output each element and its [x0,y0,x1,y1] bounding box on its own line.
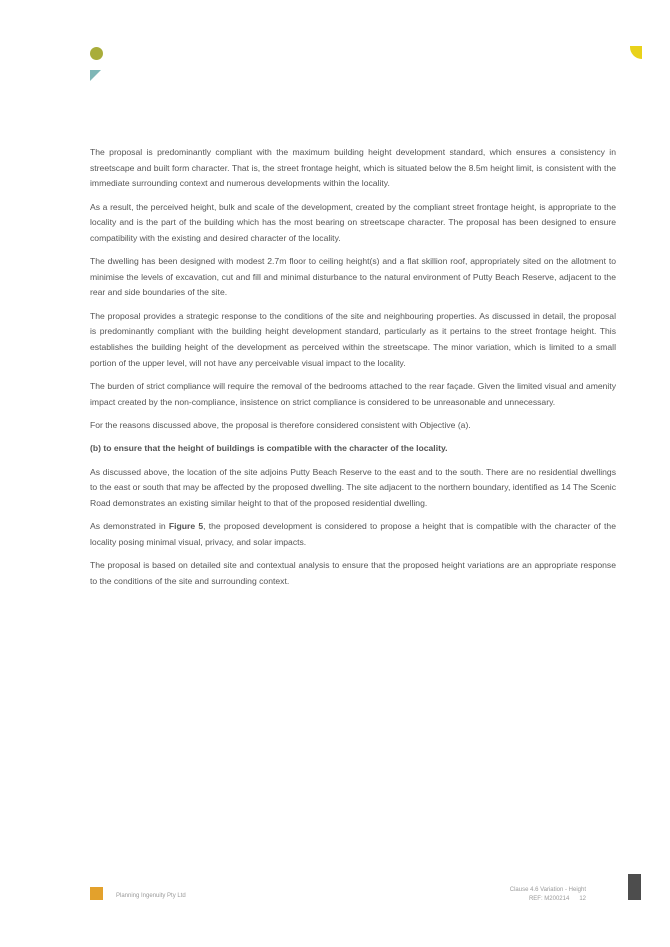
paragraph-5: The burden of strict compliance will require the removal of the bedrooms attached to the rear façade. Given the limited visual and amenity impact created by the non-compliance, insistence on strict compliance is considered to be unreasonable and unnecessary. [90,380,616,407]
paragraph-1: The proposal is predominantly compliant with the maximum building height development standard, which ensures a consistency in streetscape and built form character. That is, the street frontage height, which is situated below the 8.5m height limit, is consistent with the immediate surrounding context and numerous developments within the locality. [90,147,616,189]
footer-page-bar [628,874,641,900]
logo-dot-green [90,47,103,60]
corner-accent-yellow [630,46,642,59]
logo-triangle-teal [90,70,101,81]
paragraph-6: For the reasons discussed above, the proposal is therefore considered consistent with Objective (a). [90,419,471,430]
objective-b-heading: (b) to ensure that the height of buildings is compatible with the character of the locality. [90,443,448,454]
footer-doc-title: Clause 4.6 Variation - Height [509,887,586,893]
paragraph-last: The proposal is based on detailed site and contextual analysis to ensure that the proposed height variations are an appropriate response to the conditions of the site and surrounding context. [90,560,616,586]
page-number: 12 [579,896,586,902]
footer-logo-square [90,887,103,900]
footer-ref-line [510,895,586,904]
figure-text-before: As demonstrated in [90,521,169,532]
paragraph-4: The proposal provides a strategic response to the conditions of the site and neighbouring properties. As discussed in detail, the proposal is predominantly compliant with the building height development standard, particularly as it pertains to the street frontage height. This establishes the building height of the development as perceived within the streetscape. The minor variation, which is limited to a small portion of the upper level, will not have any perceivable visual impact to the locality. [90,310,616,368]
figure-link: Figure 5 [168,521,204,532]
paragraph-3: The dwelling has been designed with modest 2.7m floor to ceiling height(s) and a flat skillion roof, appropriately sited on the allotment to minimise the levels of excavation, cut and fill and minimal disturbance to the natural environment of Putty Beach Reserve, adjacent to the rear and side boundaries of the site. [90,256,616,298]
paragraph-figure-reference [90,519,616,550]
footer-company-name: Planning Ingenuity Pty Ltd [116,893,186,899]
figure-text-after: , the proposed development is considered to propose a height that is compatible with the character of the locality posing minimal visual, privacy, and solar impacts. [90,521,616,547]
document-body [90,145,616,597]
footer-ref: REF: M200214 [528,896,570,902]
paragraph-2: As a result, the perceived height, bulk and scale of the development, created by the compliant street frontage height, is appropriate to the locality and is the part of the building which has the most bearing on streetscape character. The proposal has been designed to ensure compatibility with the existing and desired character of the locality. [90,201,616,243]
footer-document-info [510,886,586,904]
paragraph-7: As discussed above, the location of the site adjoins Putty Beach Reserve to the east and to the south. There are no residential dwellings to the east or south that may be affected by the proposed dwelling. The site adjacent to the northern boundary, identified as 14 The Scenic Road demonstrates an existing similar height to that of the proposed residential dwelling. [90,466,616,508]
